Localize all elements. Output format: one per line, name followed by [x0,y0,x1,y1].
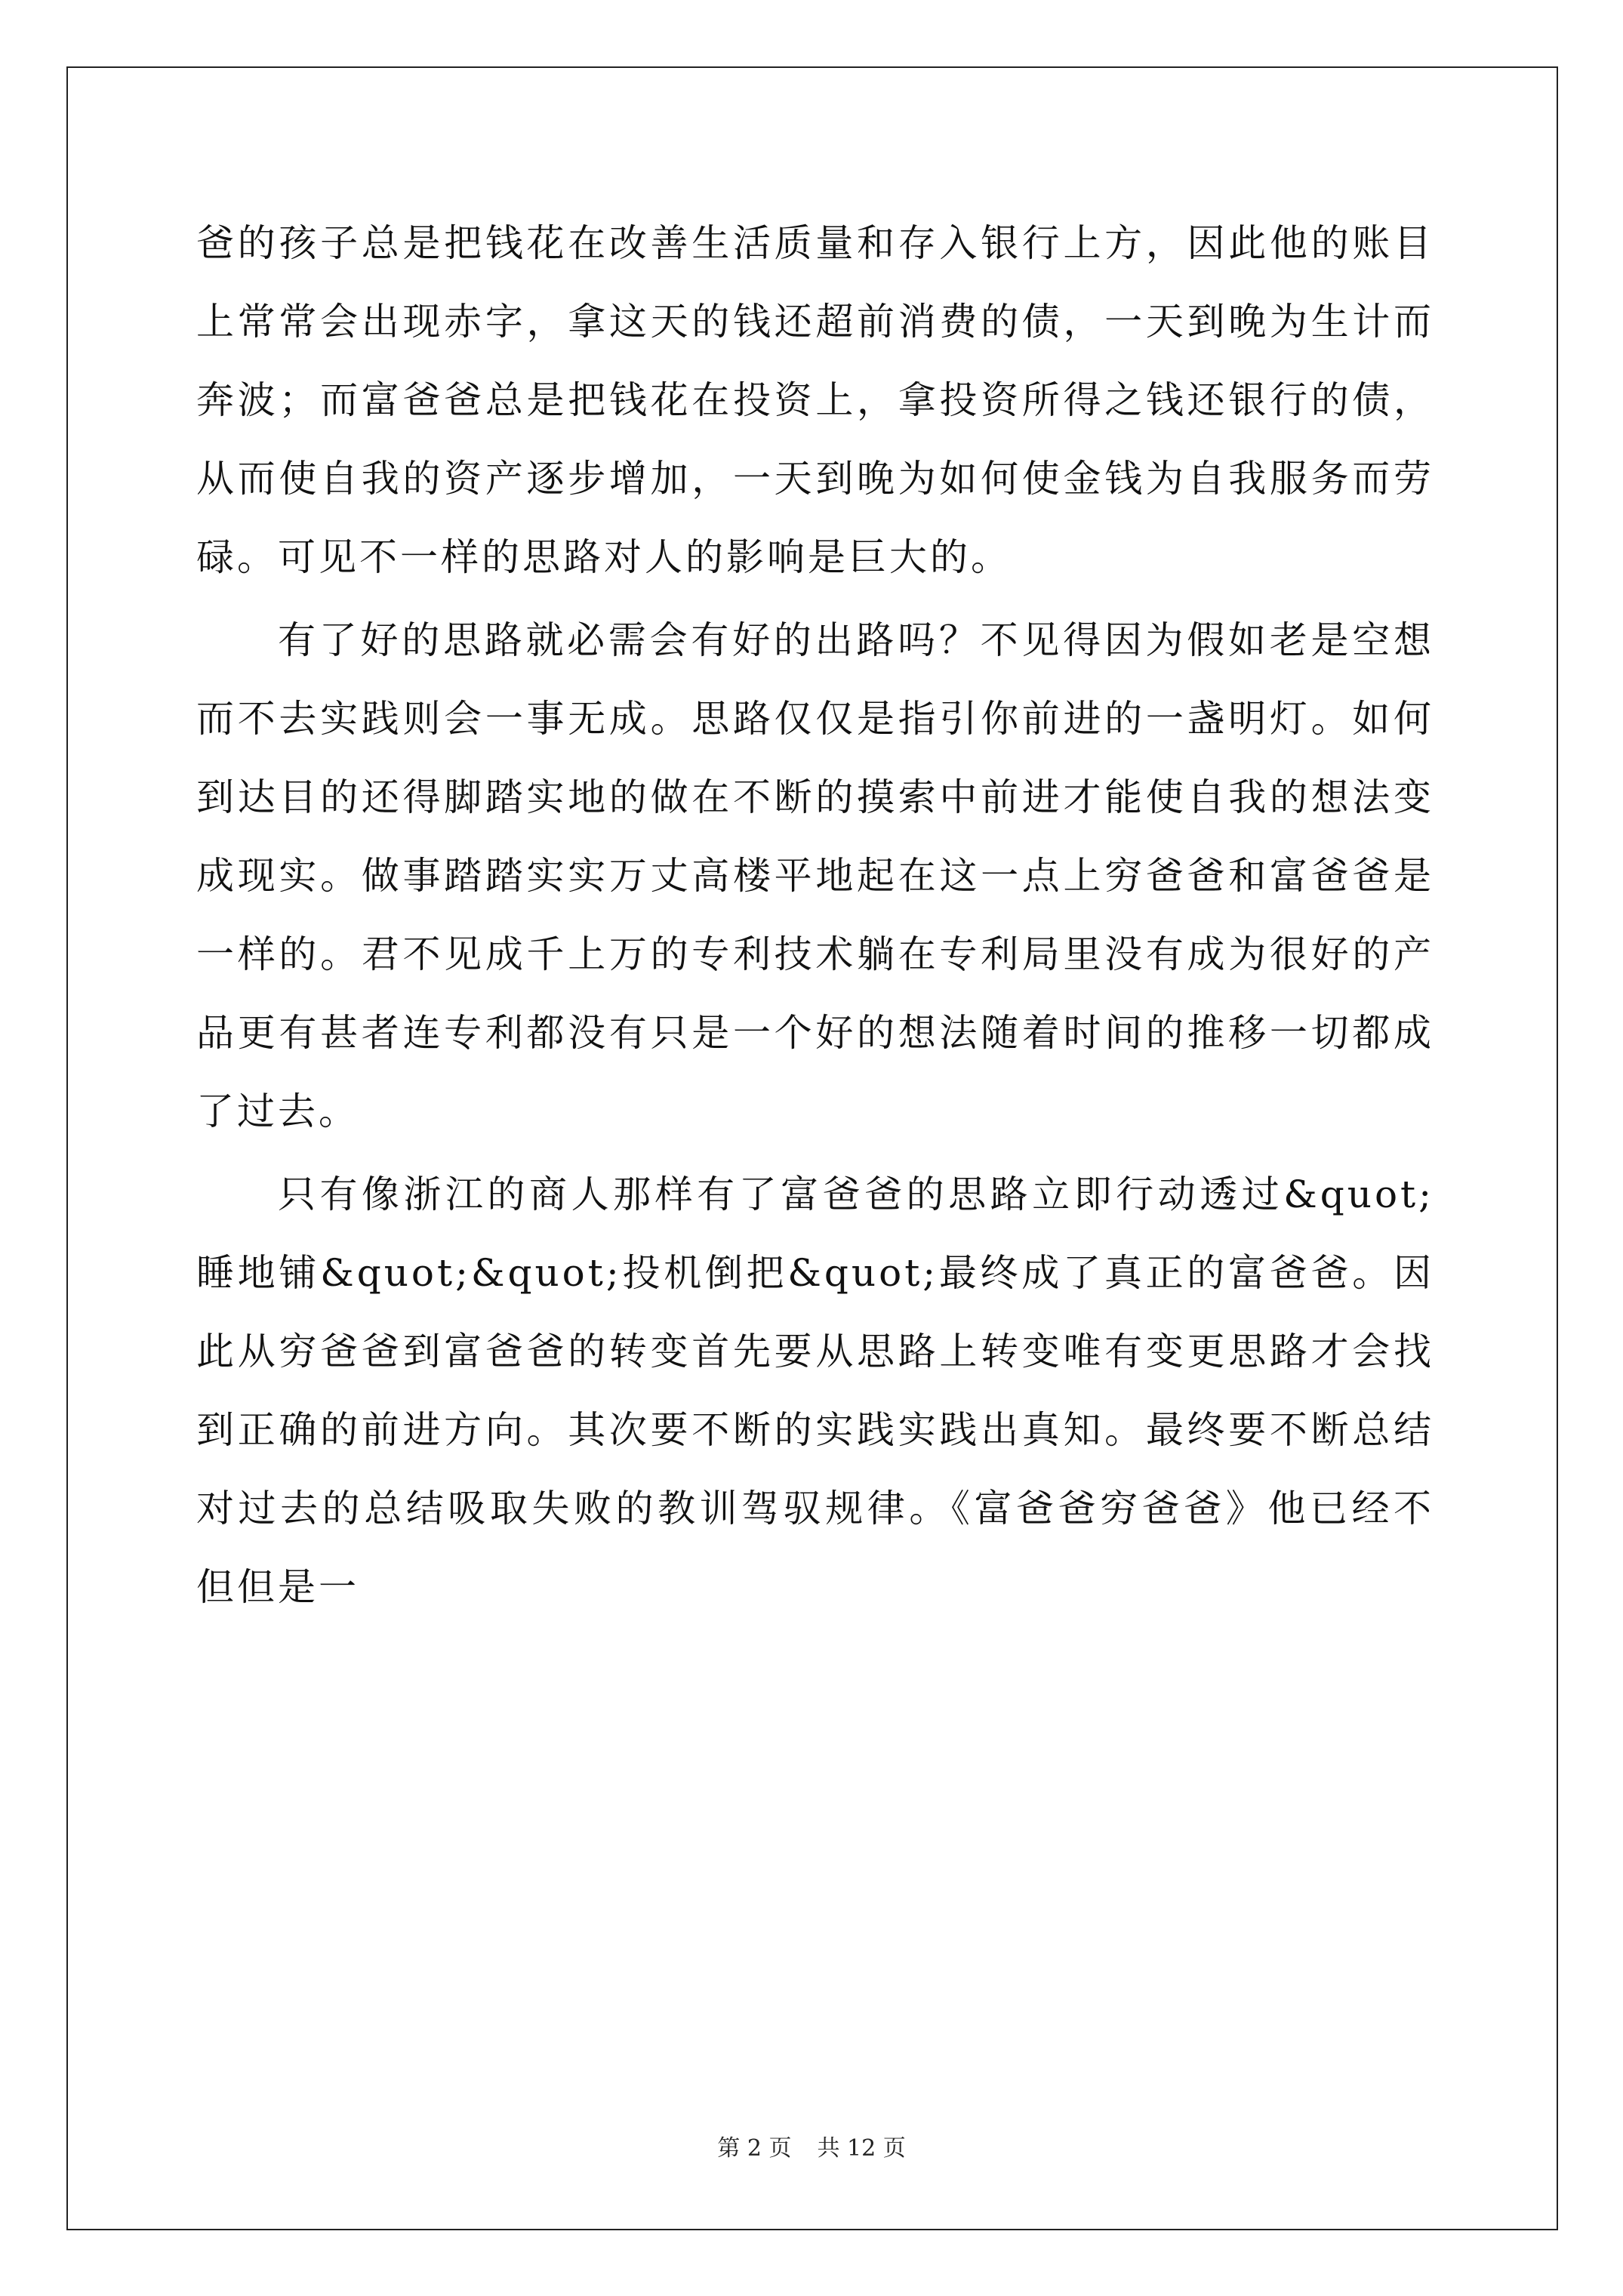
page-footer [0,2134,1623,2164]
paragraph-3: 只有像浙江的商人那样有了富爸爸的思路立即行动透过&quot;睡地铺&quot;&quot;投机倒把&quot;最终成了真正的富爸爸。因此从穷爸爸到富爸爸的转变首先要从思路上转变唯有变更思路才会找到正确的前进方向。其次要不断的实践实践出真知。最终要不断总结对过去的总结吸取失败的教训驾驭规律。《富爸爸穷爸爸》他已经不但但是一 [196,1173,1434,1609]
paragraph-1: 爸的孩子总是把钱花在改善生活质量和存入银行上方，因此他的账目上常常会出现赤字，拿这天的钱还超前消费的债，一天到晚为生计而奔波；而富爸爸总是把钱花在投资上，拿投资所得之钱还银行的债，从而使自我的资产逐步增加，一天到晚为如何使金钱为自我服务而劳碌。可见不一样的思路对人的影响是巨大的。 [196,221,1434,579]
document-body [196,204,1434,1626]
page-total: 共 12 页 [817,2135,906,2162]
page-number: 第 2 页 [717,2135,792,2162]
paragraph-2: 有了好的思路就必需会有好的出路吗？不见得因为假如老是空想而不去实践则会一事无成。思路仅仅是指引你前进的一盏明灯。如何到达目的还得脚踏实地的做在不断的摸索中前进才能使自我的想法变成现实。做事踏踏实实万丈高楼平地起在这一点上穷爸爸和富爸爸是一样的。君不见成千上万的专利技术躺在专利局里没有成为很好的产品更有甚者连专利都没有只是一个好的想法随着时间的推移一切都成了过去。 [196,618,1434,1133]
